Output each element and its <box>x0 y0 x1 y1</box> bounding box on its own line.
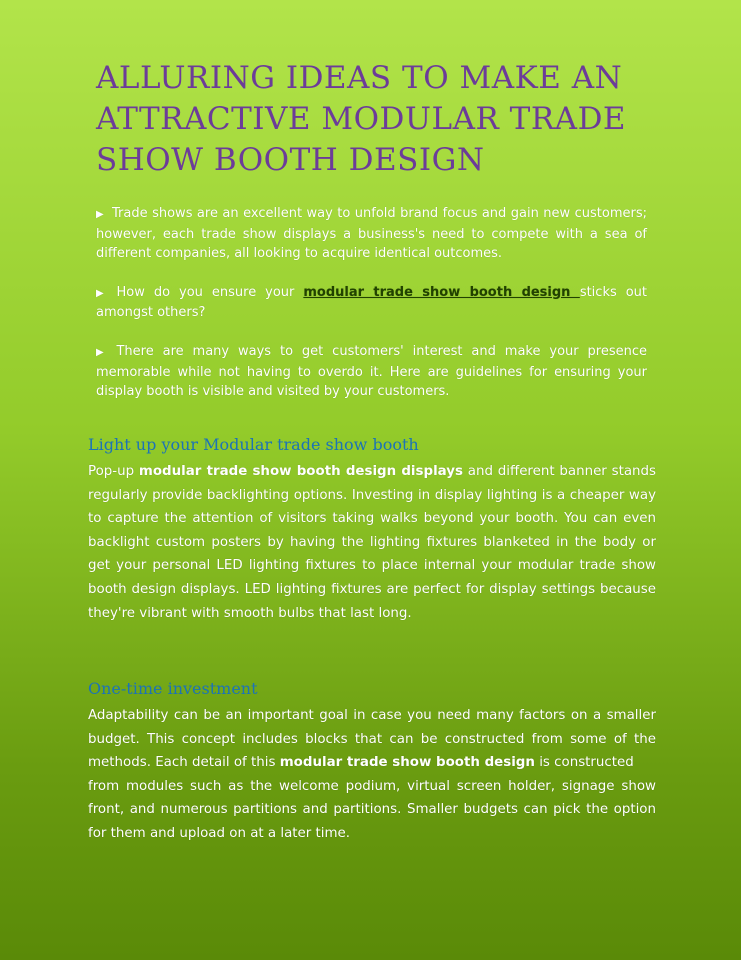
section-paragraph: Adaptability can be an important goal in case you need many factors on a smaller budget. This concept includes blocks that can be constructed from some of the methods. Each detail of this modular trade show booth design is constructed <box>88 708 656 771</box>
triangle-bullet-icon: ▶ <box>96 346 109 358</box>
section-paragraph: from modules such as the welcome podium, virtual screen holder, signage show front, and numerous partitions and partitions. Smaller budgets can pick the option for them and upload on at a later time. <box>88 778 656 841</box>
section-paragraph: Pop-up modular trade show booth design displays and different banner stands regularly provide backlighting options. Investing in display lighting is a cheaper way to capture the attention of visitors taking walks beyond your booth. You can even backlight custom posters by having the lighting fixtures blanketed in the body or get your personal LED lighting fixtures to place internal your modular trade show booth design displays. LED lighting fixtures are perfect for display settings because they're vibrant with smooth bulbs that last long. <box>88 464 656 621</box>
bullet-item: ▶ There are many ways to get customers' interest and make your presence memorable while not having to overdo it. Here are guidelines for ensuring your display booth is visible and visited by your customers. <box>96 343 647 400</box>
page-title: ALLURING IDEAS TO MAKE AN ATTRACTIVE MODULAR TRADE SHOW BOOTH DESIGN <box>96 60 627 178</box>
section-one-time-investment <box>88 678 656 846</box>
section-heading: Light up your Modular trade show booth <box>88 435 419 454</box>
bullet-item: ▶ Trade shows are an excellent way to unfold brand focus and gain new customers; however, each trade show displays a business's need to compete with a sea of different companies, all looking to acquire identical outcomes. <box>96 206 647 262</box>
triangle-bullet-icon: ▶ <box>96 287 109 299</box>
bullet-item: ▶ How do you ensure your modular trade show booth design sticks out amongst others? <box>96 284 647 321</box>
intro-bullets <box>96 204 647 421</box>
section-heading: One-time investment <box>88 679 258 698</box>
triangle-bullet-icon: ▶ <box>96 209 105 220</box>
section-light-up <box>88 434 656 625</box>
modular-booth-design-link[interactable]: modular trade show booth design <box>303 284 580 300</box>
